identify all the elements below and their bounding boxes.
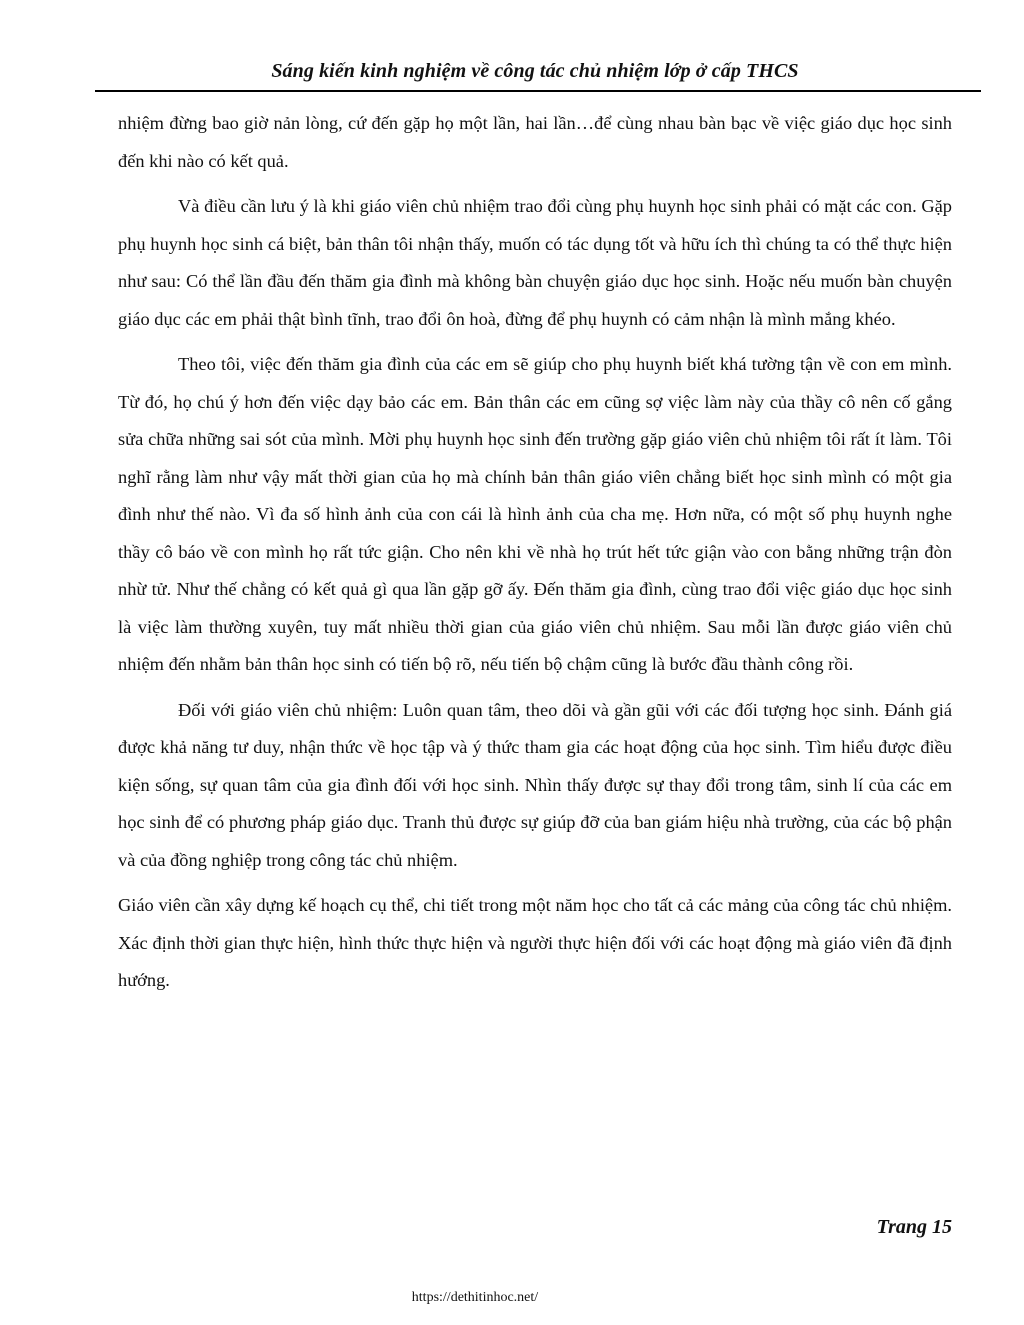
paragraph-1: nhiệm đừng bao giờ nản lòng, cứ đến gặp họ một lần, hai lần…để cùng nhau bàn bạc về việc giáo dục học sinh đến khi nào có kết quả.: [118, 113, 952, 171]
body-text: [118, 105, 952, 1000]
paragraph-2: Và điều cần lưu ý là khi giáo viên chủ nhiệm trao đổi cùng phụ huynh học sinh phải có mặt các con. Gặp phụ huynh học sinh cá biệt, bản thân tôi nhận thấy, muốn có tác dụng tốt và hữu ích thì chúng ta có thể thực hiện như sau: Có thể lần đầu đến thăm gia đình mà không bàn chuyện giáo dục học sinh. Hoặc nếu muốn bàn chuyện giáo dục các em phải thật bình tĩnh, trao đổi ôn hoà, đừng để phụ huynh có cảm nhận là mình mắng khéo.: [118, 196, 952, 329]
paragraph-4: Đối với giáo viên chủ nhiệm: Luôn quan tâm, theo dõi và gần gũi với các đối tượng học sinh. Đánh giá được khả năng tư duy, nhận thức về học tập và ý thức tham gia các hoạt động của học sinh. Tìm hiểu được điều kiện sống, sự quan tâm của gia đình đối với học sinh. Nhìn thấy được sự thay đổi trong tâm, sinh lí của các em học sinh để có phương pháp giáo dục. Tranh thủ được sự giúp đỡ của ban giám hiệu nhà trường, của các bộ phận và của đồng nghiệp trong công tác chủ nhiệm.: [118, 699, 952, 870]
page-number: Trang 15: [876, 1216, 952, 1238]
document-title: Sáng kiến kinh nghiệm về công tác chủ nhiệm lớp ở cấp THCS: [271, 60, 799, 82]
paragraph-5: Giáo viên cần xây dựng kế hoạch cụ thể, chi tiết trong một năm học cho tất cả các mảng của công tác chủ nhiệm. Xác định thời gian thực hiện, hình thức thực hiện và người thực hiện đối với các hoạt động mà giáo viên đã định hướng.: [118, 895, 952, 990]
paragraph-3: Theo tôi, việc đến thăm gia đình của các em sẽ giúp cho phụ huynh biết khá tường tận về con em mình. Từ đó, họ chú ý hơn đến việc dạy bảo các em. Bản thân các em cũng sợ việc làm này của thầy cô nên cố gắng sửa chữa những sai sót của mình. Mời phụ huynh học sinh đến trường gặp giáo viên chủ nhiệm tôi rất ít làm. Tôi nghĩ rằng làm như vậy mất thời gian của họ mà chính bản thân giáo viên chẳng biết học sinh mình có một gia đình như thế nào. Vì đa số hình ảnh của con cái là hình ảnh của cha mẹ. Hơn nữa, có một số phụ huynh nghe thầy cô báo về con mình họ rất tức giận. Cho nên khi về nhà họ trút hết tức giận vào con bằng những trận đòn nhừ tử. Như thế chẳng có kết quả gì qua lần gặp gỡ ấy. Đến thăm gia đình, cùng trao đổi việc giáo dục học sinh là việc làm thường xuyên, tuy mất nhiều thời gian của giáo viên chủ nhiệm. Sau mỗi lần được giáo viên chủ nhiệm đến nhằm bản thân học sinh có tiến bộ rõ, nếu tiến bộ chậm cũng là bước đầu thành công rồi.: [118, 354, 952, 674]
source-url: https://dethitinhoc.net/: [411, 1290, 539, 1305]
header-divider: [95, 90, 981, 92]
